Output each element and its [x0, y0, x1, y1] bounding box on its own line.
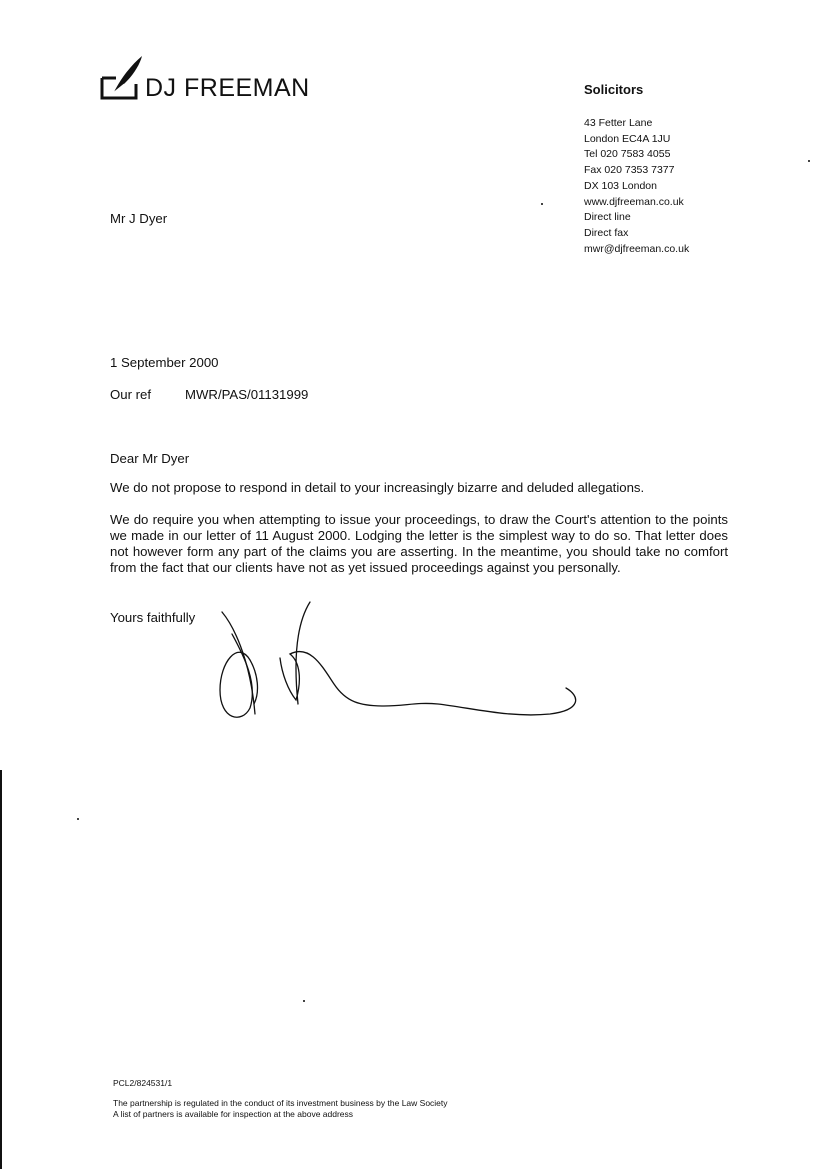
paragraph: We do require you when attempting to issue your proceedings, to draw the Court's attention to the points we made in our letter of 11 August 2000. Lodging the letter is the simplest way to do so. That letter does not however form any part of the claims you are asserting. In the meantime, you should take no comfort from the fact that our clients have not as yet issued proceedings against you personally.	[110, 512, 728, 575]
address-line: London EC4A 1JU	[584, 132, 671, 145]
email: mwr@djfreeman.co.uk	[584, 242, 690, 255]
scan-speck	[541, 203, 543, 205]
firm-type: Solicitors	[584, 82, 644, 97]
paragraph: We do not propose to respond in detail to your increasingly bizarre and deluded allegations.	[110, 480, 645, 495]
firm-logo	[100, 54, 320, 104]
salutation: Dear Mr Dyer	[110, 451, 190, 466]
letter-date: 1 September 2000	[110, 355, 219, 370]
telephone: Tel 020 7583 4055	[584, 148, 671, 161]
firm-name: DJ FREEMAN	[145, 74, 310, 102]
closing: Yours faithfully	[110, 610, 196, 625]
scan-speck	[77, 818, 79, 820]
recipient: Mr J Dyer	[110, 211, 168, 226]
dx-address: DX 103 London	[584, 179, 657, 192]
scan-speck	[808, 160, 810, 162]
direct-line: Direct line	[584, 211, 631, 224]
document-reference: PCL2/824531/1	[113, 1078, 173, 1088]
reference-label: Our ref	[110, 387, 152, 402]
regulatory-notes	[113, 1098, 448, 1120]
fax: Fax 020 7353 7377	[584, 164, 675, 177]
signature	[210, 596, 590, 726]
website: www.djfreeman.co.uk	[584, 195, 684, 208]
address-line: 43 Fetter Lane	[584, 117, 653, 129]
firm-address	[584, 116, 689, 257]
scan-speck	[303, 1000, 305, 1002]
direct-fax: Direct fax	[584, 226, 629, 239]
reference-value: MWR/PAS/01131999	[185, 387, 309, 402]
scan-edge-line	[0, 770, 2, 1169]
partners-note: A list of partners is available for inspection at the above address	[113, 1109, 354, 1119]
regulatory-note: The partnership is regulated in the conduct of its investment business by the Law Society	[113, 1098, 448, 1108]
